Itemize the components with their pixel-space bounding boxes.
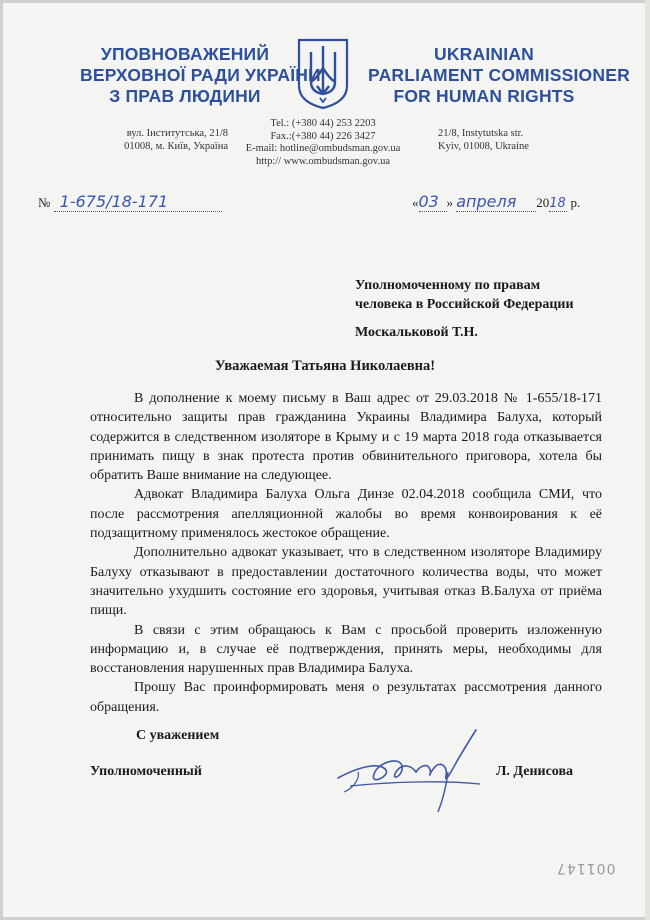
registration-date [412,192,580,214]
header-right-line: UKRAINIAN [434,44,534,64]
handwritten-year: 18 [549,196,566,211]
letter-body [90,389,602,717]
addressee-name: Москальковой Т.Н. [355,325,478,340]
body-paragraph: Адвокат Владимира Балуха Ольга Динзе 02.04.2018 сообщила СМИ, что после рассмотрения апелляционной жалобы во время конвоирования к её подзащитному применялось жестокое обращение. [90,487,602,542]
address-ukrainian [90,127,228,153]
addressee-block [355,276,615,314]
address-line: 01008, м. Київ, Україна [124,141,228,152]
body-paragraph: В связи с этим обращаюсь к Вам с просьбой проверить изложенную информацию и, в случае её подтверждения, принять меры, необходимы для восстановления нарушенных прав Владимира Балуха. [90,622,602,677]
handwritten-number: 1-675/18-171 [59,192,169,211]
website-line: http:// www.ombudsman.gov.ua [256,155,390,167]
contact-block [233,118,413,168]
date-open-quote: « [412,195,419,210]
body-paragraph: В дополнение к моему письму в Ваш адрес от 29.03.2018 № 1-655/18-171 относительно защиты прав гражданина Украины Владимира Балуха, который содержится в следственном изоляторе в Крыму и с 19 марта 2018 года отказывается принимать пищу в знак протеста против обвинительного приговора, хотела бы обратить Ваше внимание на следующее. [90,391,602,484]
phone-line: Tel.: (+380 44) 253 2203 [270,118,376,129]
closing: С уважением [136,728,220,743]
email-line: E-mail: hotline@ombudsman.gov.ua [245,143,401,154]
number-sign: № [38,195,51,210]
year-prefix: 20 [536,195,550,210]
handwritten-day: 03 [418,192,439,211]
body-paragraph: Дополнительно адвокат указывает, что в следственном изоляторе Владимиру Балуху отказывают в предоставлении достаточного количества воды, что может значительно ухудшить состояние его здоровья, учитывая отказ В.Балуха от приёма пищи. [90,545,602,619]
header-english-title [368,44,630,107]
body-paragraph: Прошу Вас проинформировать меня о результатах рассмотрения данного обращения. [90,680,602,715]
trident-coat-of-arms-icon [297,38,349,110]
year-unit: р. [570,195,581,210]
header-right-line: PARLIAMENT COMMISSIONER [368,65,630,85]
address-line: вул. Інститутська, 21/8 [126,128,228,139]
signer-title: Уполномоченный [90,764,202,779]
handwritten-signature [330,726,500,816]
header-ukrainian-title [80,44,321,107]
incoming-stamp-number: 001147 [556,860,616,876]
address-line: Kyiv, 01008, Ukraine [438,141,529,152]
signer-name: Л. Денисова [496,764,574,779]
address-line: 21/8, Instytutska str. [438,128,524,139]
date-close-quote: » [446,195,453,210]
handwritten-month: апреля [456,192,517,211]
header-left-line: УПОВНОВАЖЕНИЙ [100,44,270,64]
salutation: Уважаемая Татьяна Николаевна! [214,358,436,374]
number-underline [54,192,222,212]
header-right-line: FOR HUMAN RIGHTS [393,86,575,106]
addressee-line: человека в Российской Федерации [355,297,574,312]
addressee-line: Уполномоченному по правам [355,278,541,293]
header-left-line: З ПРАВ ЛЮДИНИ [109,86,261,106]
address-english [438,127,598,153]
header-left-line: ВЕРХОВНОЇ РАДИ УКРАЇНИ [80,65,321,85]
registration-number [38,192,222,214]
fax-line: Fax.:(+380 44) 226 3427 [270,130,376,142]
